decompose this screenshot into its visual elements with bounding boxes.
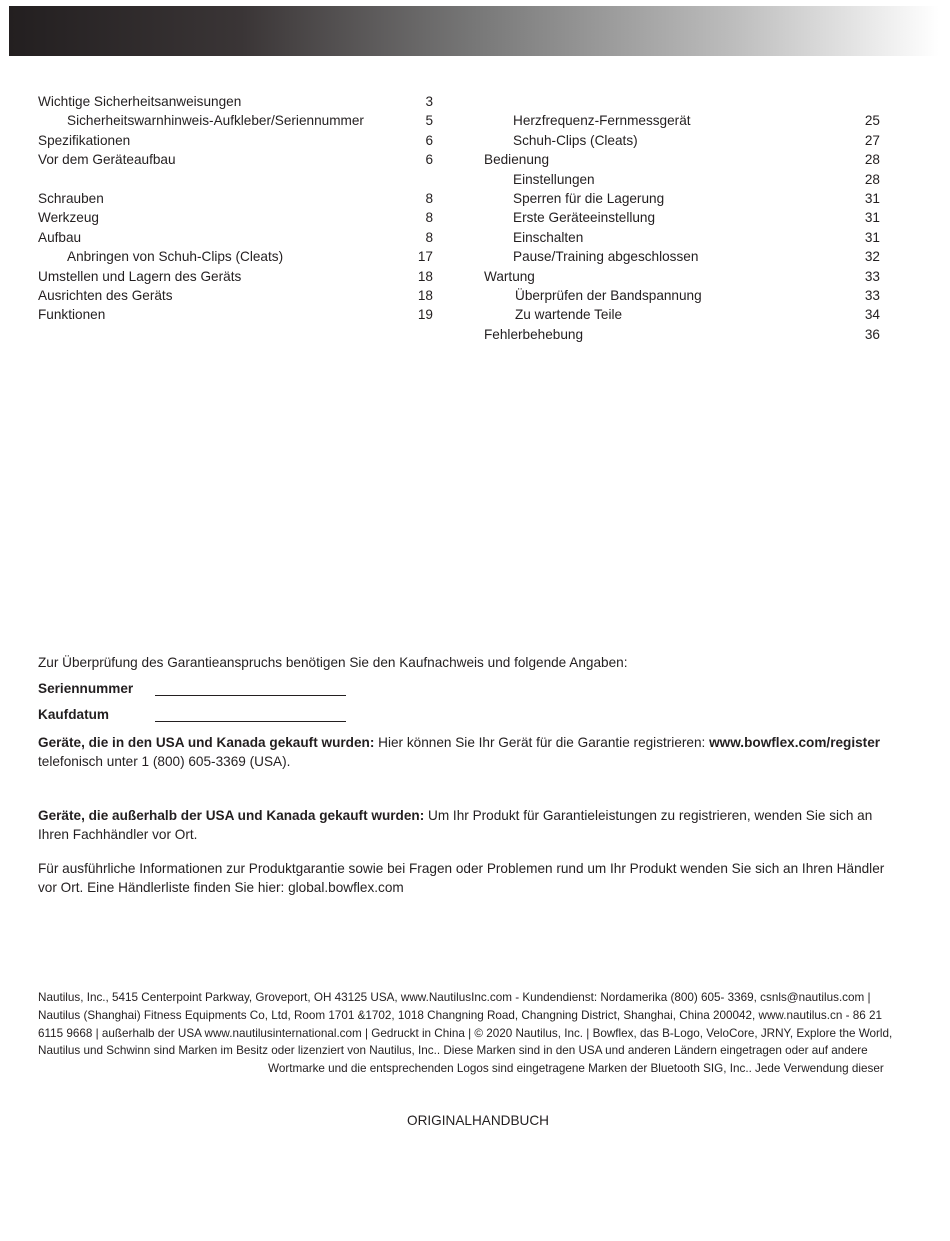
toc-entry-label: Ausrichten des Geräts <box>38 287 173 303</box>
toc-entry <box>484 228 880 247</box>
footer-line: Nautilus und Schwinn sind Marken im Besitz oder lizenziert von Nautilus, Inc.. Diese Marken sind in den USA und anderen Ländern eingetragen oder auf andere <box>38 1044 868 1058</box>
toc-entry <box>484 325 880 344</box>
usa-phone: telefonisch unter 1 (800) 605-3369 (USA). <box>38 754 291 769</box>
serial-number-label: Seriennummer <box>38 681 134 696</box>
toc-entry <box>484 189 880 208</box>
toc-entry-label: Pause/Training abgeschlossen <box>513 249 699 265</box>
footer-line: 6115 9668 | außerhalb der USA www.nautilusinternational.com | Gedruckt in China | © 2020 Nautilus, Inc. | Bowflex, das B-Logo, VeloCore, JRNY, Explore the World, <box>38 1026 893 1040</box>
usa-text: Hier können Sie Ihr Gerät für die Garantie registrieren: <box>374 735 710 750</box>
toc-entry-label: Bedienung <box>484 152 550 168</box>
toc-entry-page: 31 <box>864 229 880 245</box>
intl-heading: Geräte, die außerhalb der USA und Kanada gekauft wurden: <box>38 808 425 823</box>
toc-entry <box>484 111 880 130</box>
toc-entry <box>38 92 436 111</box>
toc-entry <box>484 286 880 305</box>
toc-entry-label: Überprüfen der Bandspannung <box>515 287 702 303</box>
toc-entry <box>484 170 880 189</box>
purchase-date-label: Kaufdatum <box>38 707 109 722</box>
warranty-intro-text: Zur Überprüfung des Garantieanspruchs benötigen Sie den Kaufnachweis und folgende Angaben: <box>38 655 628 670</box>
toc-entry-page: 33 <box>864 268 880 284</box>
toc-entry-page: 18 <box>417 287 433 303</box>
warranty-intro <box>38 653 898 672</box>
toc-entry <box>38 189 436 208</box>
toc-entry <box>484 131 880 150</box>
toc-left-column <box>38 92 436 325</box>
toc-entry <box>38 111 436 130</box>
toc-entry-page: 34 <box>864 307 880 323</box>
toc-entry <box>484 247 880 266</box>
toc-entry-page: 6 <box>425 152 433 168</box>
toc-entry-label: Werkzeug <box>38 210 99 226</box>
toc-entry <box>484 150 880 169</box>
toc-entry-label: Aufbau <box>38 229 82 245</box>
purchase-date-field <box>38 707 109 722</box>
toc-entry-label: Funktionen <box>38 307 106 323</box>
toc-entry-label: Spezifikationen <box>38 132 131 148</box>
footer-line: Nautilus (Shanghai) Fitness Equipments Co, Ltd, Room 1701 &1702, 1018 Changning Road, Changning District, Shanghai, China 200042, www.nautilus.cn - 86 21 <box>38 1008 882 1022</box>
toc-entry <box>38 247 436 266</box>
toc-entry-page: 31 <box>864 210 880 226</box>
original-manual-label: ORIGINALHANDBUCH <box>407 1113 549 1128</box>
toc-entry-label: Schuh-Clips (Cleats) <box>513 132 638 148</box>
serial-number-line <box>155 682 346 696</box>
toc-entry-page: 8 <box>425 210 433 226</box>
info-text: Für ausführliche Informationen zur Produktgarantie sowie bei Fragen oder Problemen rund um Ihr Produkt wenden Sie sich an Ihren Händler vor Ort. Eine Händlerliste finden Sie hier: global.bowflex.com <box>38 861 885 895</box>
toc-entry <box>484 208 880 227</box>
toc-entry-label: Fehlerbehebung <box>484 326 584 342</box>
toc-entry-page: 5 <box>425 113 433 129</box>
footer-line: Wortmarke und die entsprechenden Logos sind eingetragene Marken der Bluetooth SIG, Inc.. Jede Verwendung dieser <box>268 1062 884 1076</box>
toc-entry-page: 32 <box>864 249 880 265</box>
info-paragraph <box>38 859 898 897</box>
toc-entry-page: 17 <box>417 249 433 265</box>
toc-entry <box>38 267 436 286</box>
toc-entry <box>38 228 436 247</box>
toc-entry-page: 28 <box>864 152 880 168</box>
toc-entry-page: 8 <box>425 190 433 206</box>
toc-entry-label: Umstellen und Lagern des Geräts <box>38 268 242 284</box>
toc-entry-label: Zu wartende Teile <box>515 307 623 323</box>
toc-entry <box>38 208 436 227</box>
toc-entry-label: Einschalten <box>513 229 584 245</box>
register-url: www.bowflex.com/register <box>709 735 881 750</box>
toc-entry-label: Vor dem Geräteaufbau <box>38 152 176 168</box>
header-gradient-bar <box>9 6 939 56</box>
toc-entry <box>484 305 880 324</box>
toc-entry-label: Herzfrequenz-Fernmessgerät <box>513 113 691 129</box>
serial-number-field <box>38 681 133 696</box>
toc-entry-page: 36 <box>864 326 880 342</box>
toc-entry <box>38 150 436 169</box>
toc-entry <box>484 267 880 286</box>
intl-text: Um Ihr Produkt für Garantieleistungen zu registrieren, wenden Sie sich an Ihren Fachhändler vor Ort. <box>38 808 873 842</box>
toc-entry-page: 19 <box>417 307 433 323</box>
toc-entry-label: Wartung <box>484 268 535 284</box>
legal-footer <box>38 989 913 1078</box>
toc-spacer <box>38 170 436 189</box>
toc-right-column <box>484 92 880 344</box>
toc-entry-page: 27 <box>864 132 880 148</box>
toc-entry-page: 31 <box>864 190 880 206</box>
toc-spacer <box>484 92 880 111</box>
toc-entry-page: 18 <box>417 268 433 284</box>
toc-entry-label: Einstellungen <box>513 171 595 187</box>
toc-entry <box>38 305 436 324</box>
usa-heading: Geräte, die in den USA und Kanada gekauft wurden: <box>38 735 375 750</box>
toc-entry-label: Sicherheitswarnhinweis-Aufkleber/Seriennummer <box>67 113 364 129</box>
toc-entry-label: Schrauben <box>38 190 104 206</box>
toc-entry-page: 3 <box>425 94 433 109</box>
toc-entry-label: Anbringen von Schuh-Clips (Cleats) <box>67 249 284 265</box>
toc-entry <box>38 286 436 305</box>
intl-registration-paragraph <box>38 806 898 844</box>
toc-entry-label: Erste Geräteeinstellung <box>513 210 656 226</box>
footer-line: Nautilus, Inc., 5415 Centerpoint Parkway, Groveport, OH 43125 USA, www.NautilusInc.com - Kundendienst: Nordamerika (800) 605- 3369, csnls@nautilus.com | <box>38 991 871 1004</box>
usa-registration-paragraph <box>38 733 898 771</box>
toc-entry-page: 8 <box>425 229 433 245</box>
toc-entry-label: Wichtige Sicherheitsanweisungen <box>38 94 242 109</box>
toc-entry-page: 28 <box>864 171 880 187</box>
toc-entry <box>38 131 436 150</box>
toc-entry-page: 33 <box>864 287 880 303</box>
toc-entry-label: Sperren für die Lagerung <box>513 190 665 206</box>
purchase-date-line <box>155 708 346 722</box>
toc-entry-page: 6 <box>425 132 433 148</box>
toc-entry-page: 25 <box>864 113 880 129</box>
